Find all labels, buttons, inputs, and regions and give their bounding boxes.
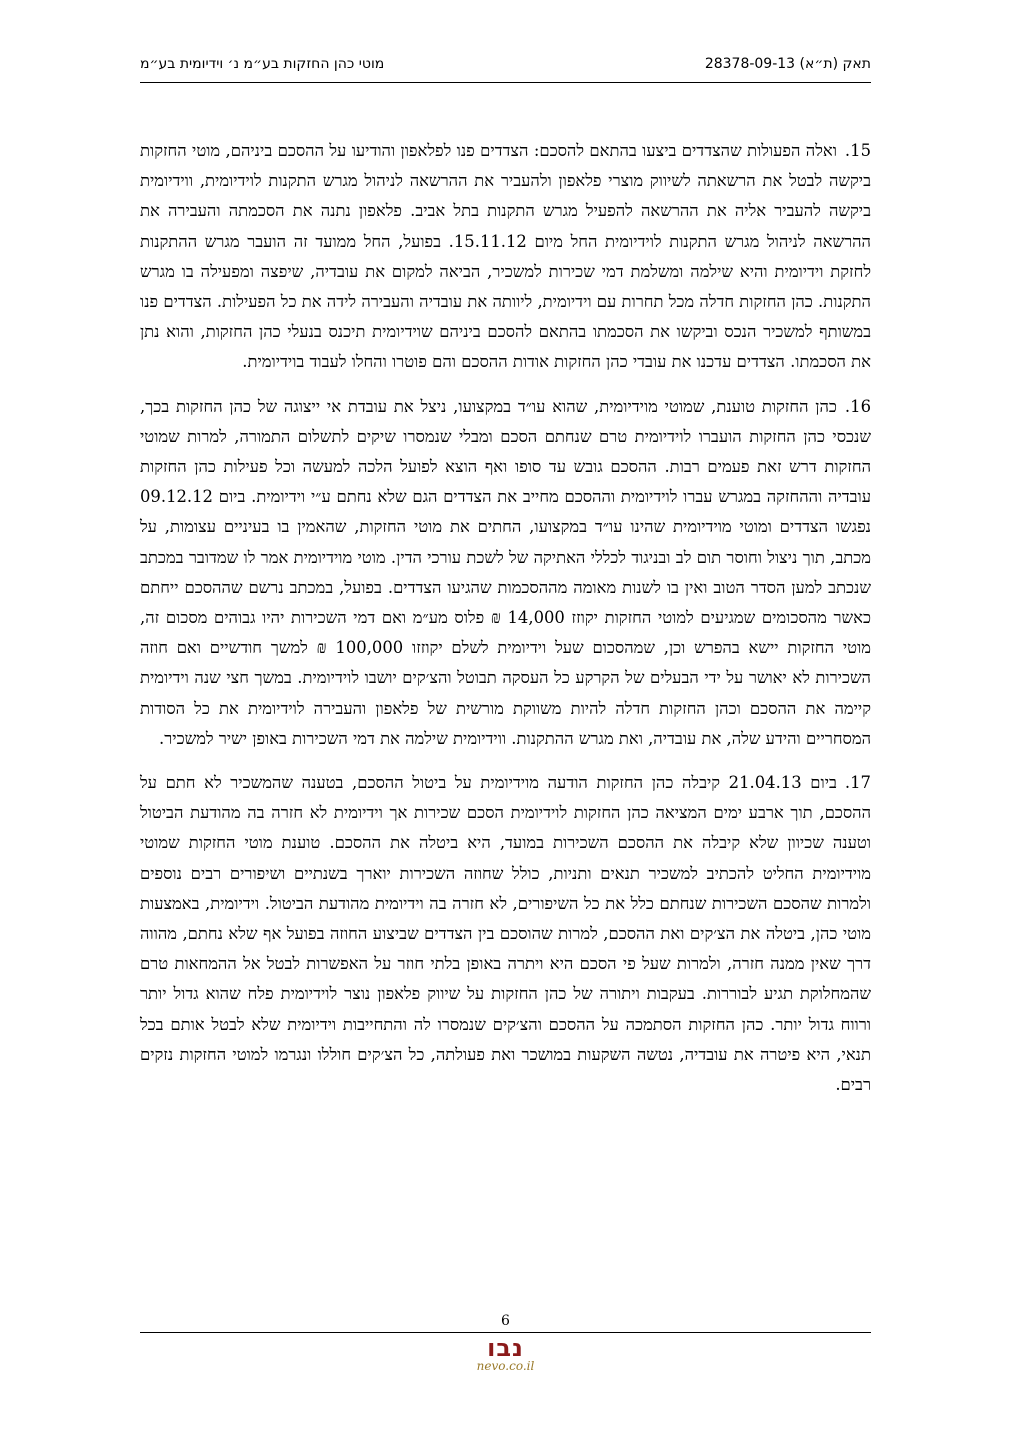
paragraph-text: ביום 21.04.13 קיבלה כהן החזקות הודעה מוידיומית על ביטול ההסכם, בטענה שהמשכיר לא חתם על ההסכם, תוך ארבע ימים המציאה כהן החזקות לוידיומית הסכם שכירות אך וידיומית לא חזרה בה מהודעת הביטול וטענה שכיוון שלא קיבלה את ההסכם השכירות במועד, היא ביטלה את ההסכם. טוענת מוטי החזקות שמוטי מוידיומית החליט להכתיב למשכיר תנאים ותניות, כולל שחוזה השכירות יוארך בשנתיים ושיפורים רבים נוספים ולמרות שהסכם השכירות שנחתם כלל את כל השיפורים, לא חזרה בה וידיומית מהודעת הביטול. וידיומית, באמצעות מוטי כהן, ביטלה את הצ׳קים ואת ההסכם, למרות שהוסכם בין הצדדים שביצוע החוזה בפועל אף שלא נחתם, מהווה דרך שאין ממנה חזרה, ולמרות שעל פי הסכם היא ויתרה באופן בלתי חוזר על האפשרות לבטל אל ההמחאות טרם שהמחלוקת תגיע לבוררות. בעקבות ויתורה של כהן החזקות על שיווק פלאפון נוצר לוידיומית פלח שהוא גדול יותר ורווח גדול יותר. כהן החזקות הסתמכה על ההסכם והצ׳קים שנמסרו לה והתחייבות וידיומית שלא לבטל אותם בכל תנאי, היא פיטרה את עובדיה, נטשה השקעות במושכר ואת פעולתה, כל הצ׳קים חוללו ונגרמו למוטי החזקות נזקים רבים. [140, 773, 871, 1095]
paragraph-number: 16. [844, 396, 871, 416]
paragraph-number: 17. [844, 773, 871, 793]
footer-divider [140, 1332, 871, 1333]
paragraph-text: כהן החזקות טוענת, שמוטי מוידיומית, שהוא עו״ד במקצועו, ניצל את עובדת אי ייצוגה של כהן החזקות בכך, שנכסי כהן החזקות הועברו לוידיומית טרם שנחתם הסכם ומבלי שנמסרו שיקים לתשלום התמורה, למרות שמוטי החזקות דרש זאת פעמים רבות. ההסכם גובש עד סופו ואף הוצא לפועל הלכה למעשה וכל פעילות כהן החזקות עובדיה וההחזקה במגרש עברו לוידיומית וההסכם מחייב את הצדדים הגם שלא נחתם ע״י וידיומית. ביום 09.12.12 נפגשו הצדדים ומוטי מוידיומית שהינו עו״ד במקצועו, החתים את מוטי החזקות, שהאמין בו בעיניים עצומות, על מכתב, תוך ניצול וחוסר תום לב ובניגוד לכללי האתיקה של לשכת עורכי הדין. מוטי מוידיומית אמר לו שמדובר במכתב שנכתב למען הסדר הטוב ואין בו לשנות מאומה מההסכמות שהגיעו הצדדים. בפועל, במכתב נרשם שההסכם ייחתם כאשר מהסכומים שמגיעים למוטי החזקות יקוזז 14,000 ₪ פלוס מע״מ ואם דמי השכירות יהיו גבוהים מסכום זה, מוטי החזקות יישא בהפרש וכן, שמהסכום שעל וידיומית לשלם יקוזזו 100,000 ₪ למשך חודשיים ואם חוזה השכירות לא יאושר על ידי הבעלים של הקרקע כל העסקה תבוטל והצ׳קים יושבו לוידיומית. במשך חצי שנה וידיומית קיימה את ההסכם וכהן החזקות חדלה להיות משווקת מורשית של פלאפון והעבירה לוידיומית את כל הסודות המסחריים והידע שלה, את עובדיה, ואת מגרש ההתקנות. ווידיומית שילמה את דמי השכירות באופן ישיר למשכיר. [140, 396, 871, 748]
page-header [140, 56, 871, 83]
logo-url: nevo.co.il [476, 1359, 535, 1373]
page-number: 6 [501, 1313, 510, 1329]
paragraph-17 [140, 768, 871, 1100]
paragraph-number: 15. [844, 141, 871, 160]
header-case-number: תאק (ת״א) 28378-09-13 [704, 56, 871, 72]
paragraph-text: ואלה הפעולות שהצדדים ביצעו בהתאם להסכם: הצדדים פנו לפלאפון והודיעו על ההסכם ביניהם, מוטי החזקות ביקשה לבטל את הרשאתה לשיווק מוצרי פלאפון ולהעביר את ההרשאה לניהול מגרש התקנות לוידיומית, ווידיומית ביקשה להעביר אליה את ההרשאה להפעיל מגרש התקנות בתל אביב. פלאפון נתנה את הסכמתה והעבירה את ההרשאה לניהול מגרש התקנות לוידיומית החל מיום 15.11.12. בפועל, החל ממועד זה הועבר מגרש ההתקנות לחזקת וידיומית והיא שילמה ומשלמת דמי שכירות למשכיר, הביאה למקום את עובדיה, שיפצה ומפעילה בו מגרש התקנות. כהן החזקות חדלה מכל תחרות עם וידיומית, ליוותה את עובדיה והעבירה לידה את כל הפעילות. הצדדים פנו במשותף למשכיר הנכס וביקשו את הסכמתו בהתאם להסכם ביניהם שוידיומית תיכנס בנעלי כהן החזקות, והוא נתן את הסכמתו. הצדדים עדכנו את עובדי כהן החזקות אודות ההסכם והם פוטרו והחלו לעבוד בוידיומית. [140, 141, 871, 372]
document-body [140, 136, 871, 1114]
page-footer [140, 1311, 871, 1371]
logo-mark: נבו [487, 1334, 524, 1362]
nevo-logo [456, 1336, 556, 1374]
header-parties: מוטי כהן החזקות בע״מ נ׳ וידיומית בע״מ [140, 56, 385, 72]
paragraph-16 [140, 392, 871, 754]
paragraph-15 [140, 136, 871, 378]
